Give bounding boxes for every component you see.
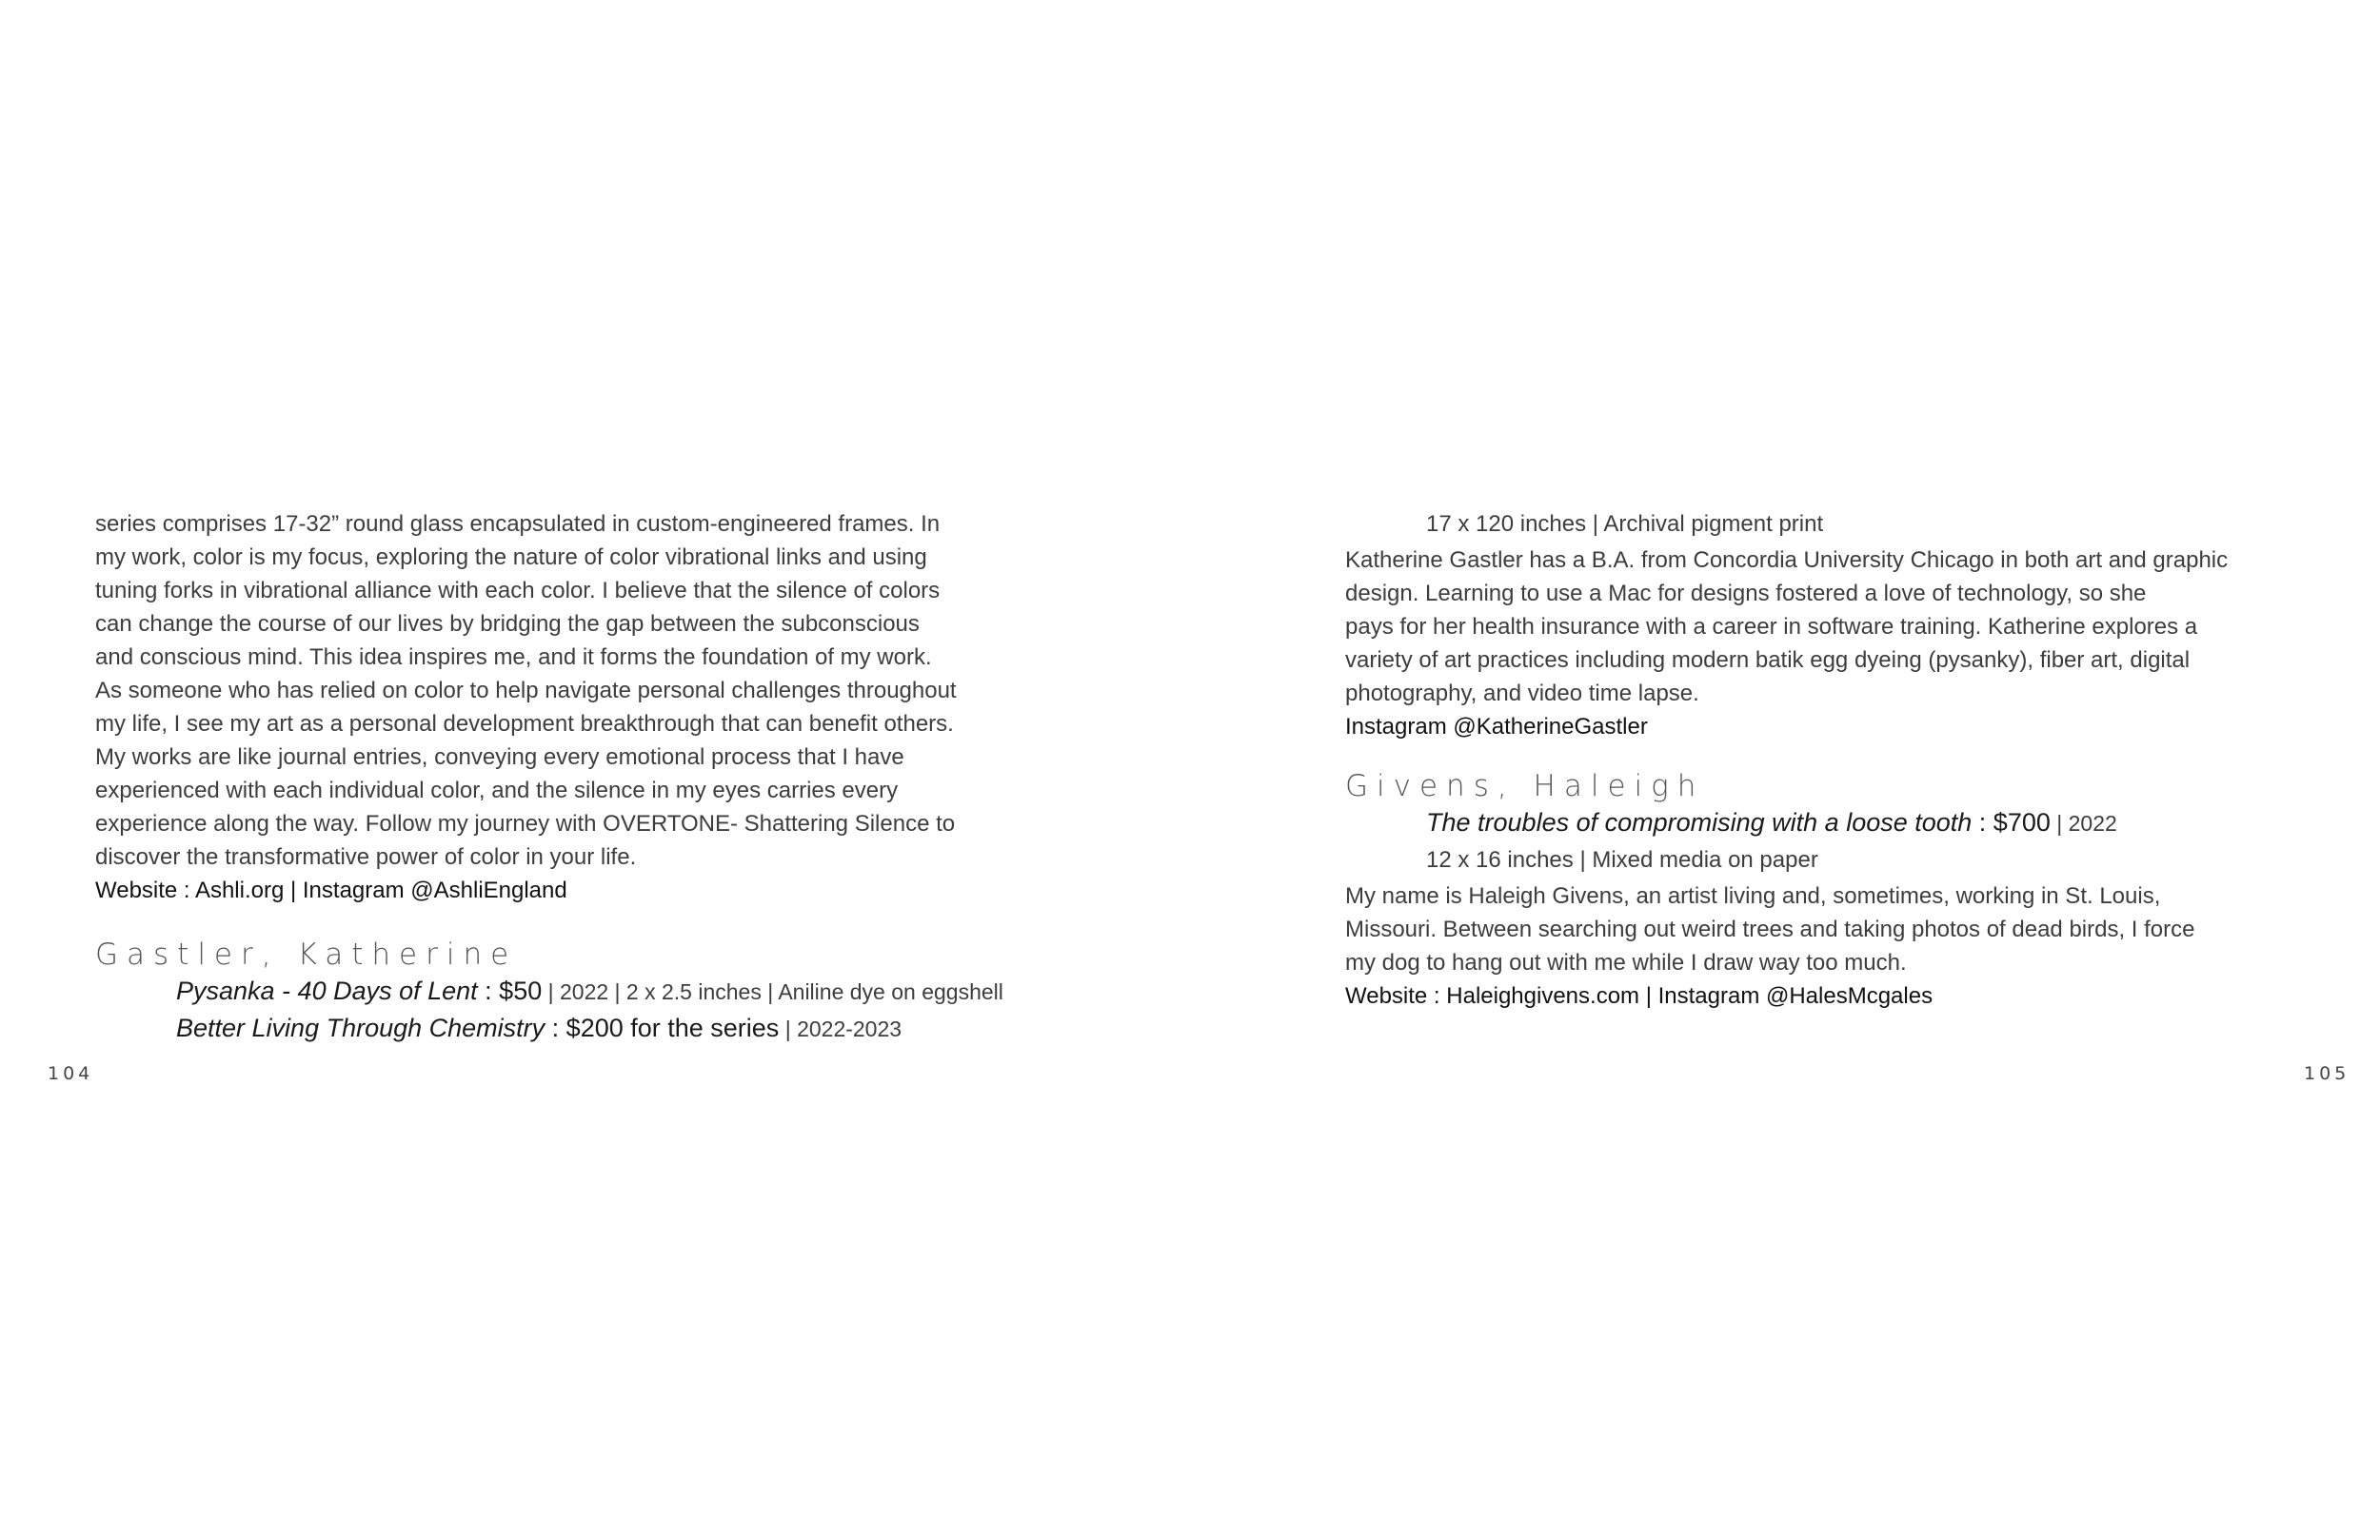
artwork-entry	[95, 1012, 1047, 1049]
left-column	[95, 507, 1047, 1049]
body-line: and conscious mind. This idea inspires me, and it forms the foundation of my work.	[95, 644, 932, 670]
body-line: can change the course of our lives by bridging the gap between the subconscious	[95, 611, 920, 637]
body-line: my work, color is my focus, exploring the nature of color vibrational links and using	[95, 544, 927, 570]
page-number: 104	[48, 1063, 94, 1084]
artwork-meta: | 2022	[2050, 811, 2117, 836]
artwork-meta: 17 x 120 inches | Archival pigment print	[1426, 511, 1824, 537]
right-page	[1190, 0, 2380, 1540]
right-column	[1345, 507, 2316, 1013]
bio-line: Katherine Gastler has a B.A. from Concordia University Chicago in both art and graphic	[1345, 547, 2229, 573]
artist-name: Givens, Haleigh	[1345, 769, 1705, 803]
artwork-price: : $50	[477, 977, 543, 1005]
artwork-meta: | 2022 | 2 x 2.5 inches | Aniline dye on eggshell	[542, 979, 1003, 1004]
body-line: experienced with each individual color, and the silence in my eyes carries every	[95, 778, 899, 803]
artwork-title: The troubles of compromising with a loose tooth	[1426, 808, 1973, 837]
artwork-meta: 12 x 16 inches | Mixed media on paper	[1426, 847, 1818, 873]
artist-links: Website : Haleighgivens.com | Instagram @HalesMcgales	[1345, 983, 1934, 1009]
bio-line: photography, and video time lapse.	[1345, 681, 1699, 706]
artist-links: Website : Ashli.org | Instagram @AshliEngland	[95, 878, 567, 903]
artwork-entry	[1345, 806, 2316, 843]
artwork-meta: | 2022-2023	[779, 1017, 902, 1041]
body-line: discover the transformative power of color in your life.	[95, 844, 637, 870]
artwork-title: Better Living Through Chemistry	[176, 1014, 545, 1042]
bio-line: variety of art practices including modern batik egg dyeing (pysanky), fiber art, digital	[1345, 647, 2191, 673]
body-line: My works are like journal entries, conveying every emotional process that I have	[95, 744, 904, 770]
bio-line: my dog to hang out with me while I draw way too much.	[1345, 950, 1907, 976]
body-line: experience along the way. Follow my journey with OVERTONE- Shattering Silence to	[95, 811, 956, 837]
artwork-title: Pysanka - 40 Days of Lent	[176, 977, 478, 1005]
artist-name: Gastler, Katherine	[95, 938, 518, 972]
body-line: tuning forks in vibrational alliance with each color. I believe that the silence of colors	[95, 578, 941, 603]
spacer	[1345, 743, 2316, 766]
bio-line: My name is Haleigh Givens, an artist living and, sometimes, working in St. Louis,	[1345, 883, 2161, 909]
body-line: my life, I see my art as a personal development breakthrough that can benefit others.	[95, 711, 954, 737]
page-number: 105	[2304, 1063, 2350, 1084]
body-line: series comprises 17-32” round glass encapsulated in custom-engineered frames. In	[95, 511, 941, 537]
artist-links: Instagram @KatherineGastler	[1345, 714, 1648, 740]
bio-line: pays for her health insurance with a career in software training. Katherine explores a	[1345, 614, 2198, 640]
artwork-price: : $700	[1972, 808, 2051, 837]
spacer	[95, 907, 1047, 935]
body-line: As someone who has relied on color to help navigate personal challenges throughout	[95, 678, 957, 703]
artwork-meta-line	[1345, 843, 2316, 879]
artwork-price: : $200 for the series	[545, 1014, 780, 1042]
bio-line: Missouri. Between searching out weird trees and taking photos of dead birds, I force	[1345, 917, 2195, 942]
bio-line: design. Learning to use a Mac for designs fostered a love of technology, so she	[1345, 581, 2147, 606]
artwork-entry	[95, 975, 1047, 1012]
artwork-continued-meta	[1345, 507, 2316, 543]
